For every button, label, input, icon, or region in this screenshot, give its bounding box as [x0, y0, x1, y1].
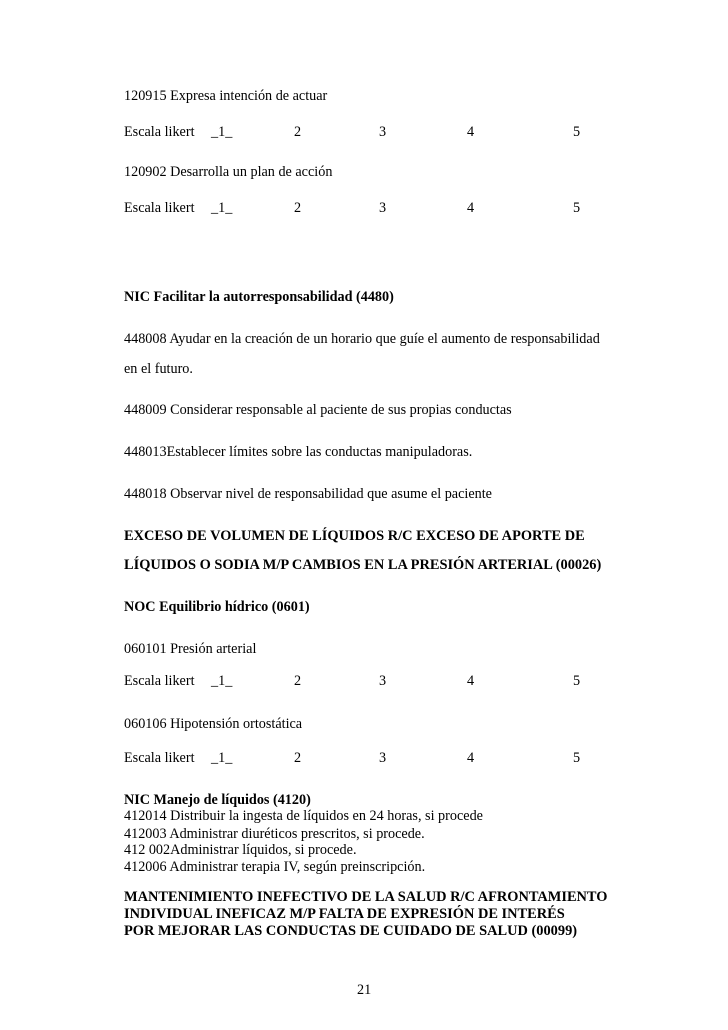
scale-value: _1_ [211, 750, 233, 766]
diagnosis-title-line: EXCESO DE VOLUMEN DE LÍQUIDOS R/C EXCESO DE APORTE DE [124, 528, 585, 544]
text-line: 412 002Administrar líquidos, si procede. [124, 842, 357, 858]
section-heading: NOC Equilibrio hídrico (0601) [124, 599, 310, 615]
text-line: 120902 Desarrolla un plan de acción [124, 164, 333, 180]
scale-value: 4 [467, 200, 475, 216]
scale-value: 5 [573, 124, 581, 140]
scale-value: 3 [379, 124, 387, 140]
scale-value: 4 [467, 750, 475, 766]
text-line: 412006 Administrar terapia IV, según preinscripción. [124, 859, 426, 875]
likert-scale-row [124, 200, 594, 217]
scale-value: 3 [379, 750, 387, 766]
likert-scale-row [124, 124, 594, 141]
scale-value: _1_ [211, 200, 233, 216]
text-line: 060101 Presión arterial [124, 641, 257, 657]
likert-scale-row [124, 673, 594, 690]
scale-value: 3 [379, 200, 387, 216]
diagnosis-title-line: LÍQUIDOS O SODIA M/P CAMBIOS EN LA PRESIÓN ARTERIAL (00026) [124, 557, 602, 573]
section-heading: NIC Facilitar la autorresponsabilidad (4480) [124, 289, 394, 305]
text-line: 412003 Administrar diuréticos prescritos, si procede. [124, 826, 425, 842]
text-line: 448008 Ayudar en la creación de un horario que guíe el aumento de responsabilidad [124, 331, 600, 347]
scale-label: Escala likert [124, 124, 195, 140]
text-line: 412014 Distribuir la ingesta de líquidos en 24 horas, si procede [124, 808, 483, 824]
text-line: en el futuro. [124, 361, 193, 377]
scale-value: 2 [294, 673, 302, 689]
scale-value: 5 [573, 750, 581, 766]
section-heading: NIC Manejo de líquidos (4120) [124, 792, 311, 808]
scale-label: Escala likert [124, 200, 195, 216]
text-line: 448013Establecer límites sobre las conductas manipuladoras. [124, 444, 473, 460]
scale-value: 5 [573, 673, 581, 689]
likert-scale-row [124, 750, 594, 767]
scale-value: 4 [467, 124, 475, 140]
scale-value: 5 [573, 200, 581, 216]
text-line: 060106 Hipotensión ortostática [124, 716, 303, 732]
diagnosis-title-line: POR MEJORAR LAS CONDUCTAS DE CUIDADO DE SALUD (00099) [124, 923, 578, 939]
text-line: 448018 Observar nivel de responsabilidad que asume el paciente [124, 486, 492, 502]
scale-value: 2 [294, 750, 302, 766]
diagnosis-title-line: MANTENIMIENTO INEFECTIVO DE LA SALUD R/C AFRONTAMIENTO [124, 889, 608, 905]
text-line: 120915 Expresa intención de actuar [124, 88, 328, 104]
diagnosis-title-line: INDIVIDUAL INEFICAZ M/P FALTA DE EXPRESIÓN DE INTERÉS [124, 906, 565, 922]
scale-value: _1_ [211, 124, 233, 140]
scale-label: Escala likert [124, 673, 195, 689]
scale-label: Escala likert [124, 750, 195, 766]
scale-value: 2 [294, 124, 302, 140]
text-line: 448009 Considerar responsable al paciente de sus propias conductas [124, 402, 512, 418]
scale-value: 4 [467, 673, 475, 689]
scale-value: 2 [294, 200, 302, 216]
page-number: 21 [357, 982, 372, 998]
scale-value: _1_ [211, 673, 233, 689]
scale-value: 3 [379, 673, 387, 689]
